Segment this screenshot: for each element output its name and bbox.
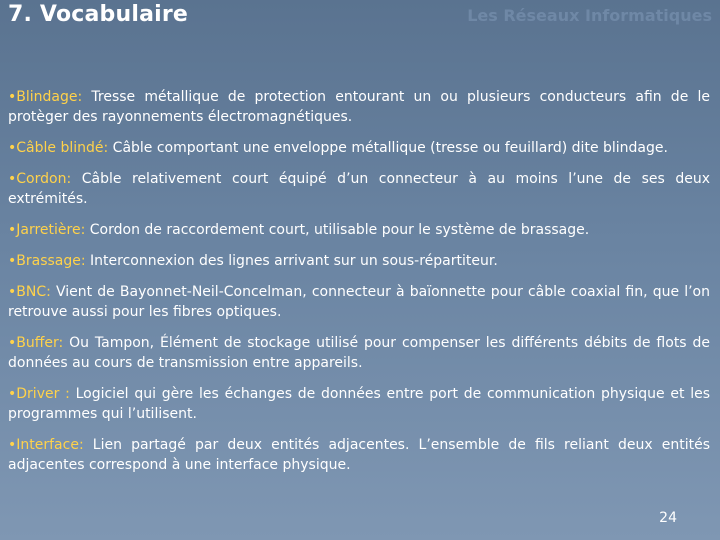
vocabulary-definition: Vient de Bayonnet-Neil-Concelman, connecteur à baïonnette pour câble coaxial fin, que l’on retrouve aussi pour les fibres optiques. <box>8 284 710 320</box>
bullet-icon: • <box>8 335 17 351</box>
vocabulary-definition: Tresse métallique de protection entourant un ou plusieurs conducteurs afin de le protèger des rayonnements électromagnétiques. <box>8 89 710 125</box>
vocabulary-item-cordon <box>8 169 710 209</box>
vocabulary-term: Interface: <box>16 437 84 453</box>
vocabulary-item-blindage <box>8 87 710 127</box>
vocabulary-item-interface <box>8 435 710 475</box>
vocabulary-term: Cordon: <box>16 171 72 187</box>
vocabulary-term: Blindage: <box>16 89 83 105</box>
vocabulary-item-bnc <box>8 282 710 322</box>
bullet-icon: • <box>8 284 17 300</box>
vocabulary-item-jarretiere <box>8 220 710 240</box>
vocabulary-term: Jarretière: <box>16 222 86 238</box>
bullet-icon: • <box>8 386 17 402</box>
slide-title: 7. Vocabulaire <box>8 2 189 27</box>
vocabulary-item-buffer <box>8 333 710 373</box>
bullet-icon: • <box>8 222 17 238</box>
bullet-icon: • <box>8 171 17 187</box>
vocabulary-definition: Interconnexion des lignes arrivant sur un sous-répartiteur. <box>85 253 498 269</box>
bullet-icon: • <box>8 89 17 105</box>
vocabulary-term: Câble blindé: <box>16 140 109 156</box>
vocabulary-term: BNC: <box>16 284 51 300</box>
vocabulary-item-brassage <box>8 251 710 271</box>
bullet-icon: • <box>8 140 17 156</box>
page-number: 24 <box>659 510 677 526</box>
vocabulary-item-cable-blinde <box>8 138 710 158</box>
vocabulary-item-driver <box>8 384 710 424</box>
vocabulary-definition: Ou Tampon, Élément de stockage utilisé pour compenser les différents débits de flots de données au cours de transmission entre appareils. <box>8 335 710 371</box>
vocabulary-definition: Câble comportant une enveloppe métallique (tresse ou feuillard) dite blindage. <box>108 140 668 156</box>
slide-header-subject: Les Réseaux Informatiques <box>467 6 712 25</box>
vocabulary-term: Buffer: <box>16 335 64 351</box>
vocabulary-definition: Cordon de raccordement court, utilisable pour le système de brassage. <box>85 222 590 238</box>
vocabulary-term: Brassage: <box>16 253 86 269</box>
bullet-icon: • <box>8 437 17 453</box>
bullet-icon: • <box>8 253 17 269</box>
vocabulary-definition: Câble relativement court équipé d’un connecteur à au moins l’une de ses deux extrémités. <box>8 171 710 207</box>
vocabulary-definition: Logiciel qui gère les échanges de données entre port de communication physique et les programmes qui l’utilisent. <box>8 386 711 422</box>
vocabulary-term: Driver : <box>16 386 70 402</box>
vocabulary-list <box>8 87 710 486</box>
vocabulary-definition: Lien partagé par deux entités adjacentes. L’ensemble de fils reliant deux entités adjacentes correspond à une interface physique. <box>8 437 710 473</box>
